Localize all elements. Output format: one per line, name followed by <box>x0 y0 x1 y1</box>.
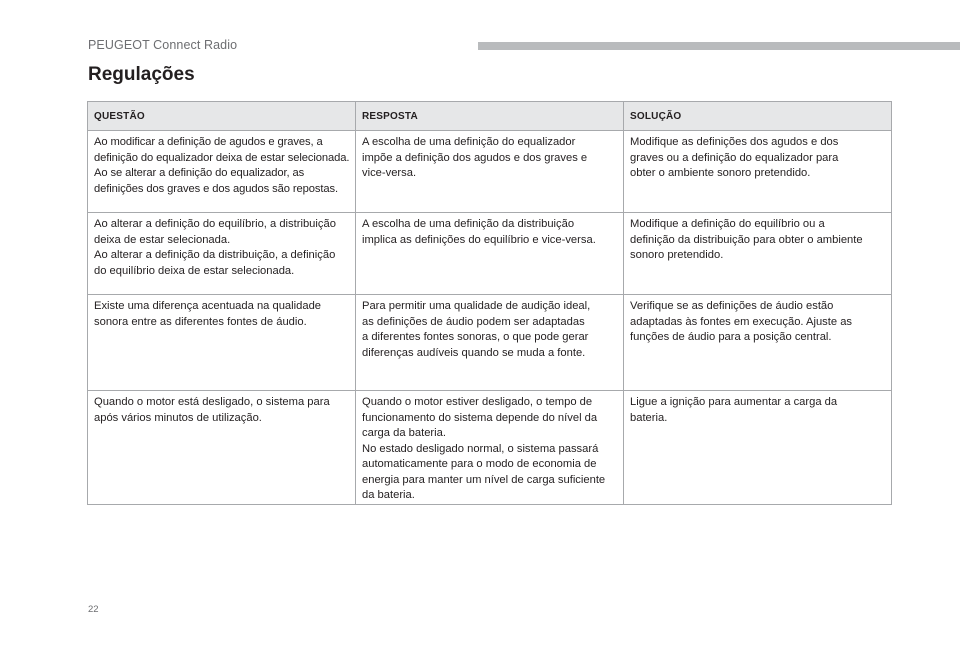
answer-line: diferenças audíveis quando se muda a fonte. <box>362 346 586 359</box>
table-row <box>88 131 892 213</box>
solution-line: Ligue a ignição para aumentar a carga da <box>630 396 838 408</box>
answer-line: No estado desligado normal, o sistema passará <box>362 442 599 455</box>
solution-line: graves ou a definição do equalizador para <box>630 151 839 164</box>
solution-line: Modifique as definições dos agudos e dos <box>630 136 839 148</box>
answer-line: implica as definições do equilíbrio e vice-versa. <box>362 233 596 246</box>
answer-cell <box>356 131 624 213</box>
solution-cell <box>624 391 892 505</box>
solution-line: Verifique se as definições de áudio estão <box>630 300 834 312</box>
solution-line: sonoro pretendido. <box>630 249 724 261</box>
answer-line: carga da bateria. <box>362 427 446 439</box>
question-line: definição do equalizador deixa de estar selecionada. <box>94 151 350 164</box>
answer-line: da bateria. <box>362 489 415 501</box>
solution-line: funções de áudio para a posição central. <box>630 331 832 343</box>
table-row <box>88 391 892 505</box>
question-line: sonora entre as diferentes fontes de áudio. <box>94 315 307 328</box>
question-line: Ao modificar a definição de agudos e graves, a <box>94 136 323 148</box>
question-line: Existe uma diferença acentuada na qualidade <box>94 300 322 312</box>
solution-line: bateria. <box>630 411 668 424</box>
answer-cell <box>356 391 624 505</box>
answer-line: impõe a definição dos agudos e dos graves e <box>362 151 588 164</box>
answer-line: A escolha de uma definição da distribuição <box>362 218 575 230</box>
question-line: deixa de estar selecionada. <box>94 233 231 246</box>
question-line: Ao alterar a definição da distribuição, a definição <box>94 249 336 261</box>
solution-line: definição da distribuição para obter o ambiente <box>630 233 863 246</box>
answer-line: vice-versa. <box>362 167 417 179</box>
question-line: Ao alterar a definição do equilíbrio, a distribuição <box>94 218 336 230</box>
question-cell <box>88 131 356 213</box>
solution-line: Modifique a definição do equilíbrio ou a <box>630 218 825 230</box>
answer-line: Para permitir uma qualidade de audição ideal, <box>362 300 591 312</box>
answer-line: funcionamento do sistema depende do nível da <box>362 411 598 424</box>
table-row <box>88 213 892 295</box>
column-header-question: QUESTÃO <box>88 102 356 131</box>
question-line: do equilíbrio deixa de estar selecionada. <box>94 264 295 277</box>
solution-line: obter o ambiente sonoro pretendido. <box>630 167 811 179</box>
table-header-row <box>88 102 892 131</box>
question-cell <box>88 391 356 505</box>
answer-line: energia para manter um nível de carga suficiente <box>362 473 606 486</box>
solution-cell <box>624 131 892 213</box>
answer-line: automaticamente para o modo de economia de <box>362 458 597 470</box>
answer-line: Quando o motor estiver desligado, o tempo de <box>362 396 593 408</box>
column-header-solution: SOLUÇÃO <box>624 102 892 131</box>
answer-line: as definições de áudio podem ser adaptadas <box>362 315 585 328</box>
page-number: 22 <box>88 604 99 615</box>
troubleshooting-table <box>87 101 892 505</box>
question-cell <box>88 213 356 295</box>
question-line: Quando o motor está desligado, o sistema para <box>94 396 330 408</box>
solution-line: adaptadas às fontes em execução. Ajuste as <box>630 315 853 328</box>
answer-cell <box>356 213 624 295</box>
question-line: após vários minutos de utilização. <box>94 411 262 424</box>
answer-line: A escolha de uma definição do equalizador <box>362 136 576 148</box>
solution-cell <box>624 213 892 295</box>
table-row <box>88 295 892 391</box>
solution-cell <box>624 295 892 391</box>
page-title: Regulações <box>88 64 195 85</box>
question-line: Ao se alterar a definição do equalizador, as <box>94 167 305 179</box>
answer-cell <box>356 295 624 391</box>
manual-header-title: PEUGEOT Connect Radio <box>88 38 238 52</box>
question-line: definições dos graves e dos agudos são repostas. <box>94 182 338 195</box>
header-divider-bar <box>478 42 960 50</box>
answer-line: a diferentes fontes sonoras, o que pode gerar <box>362 331 589 343</box>
column-header-answer: RESPOSTA <box>356 102 624 131</box>
question-cell <box>88 295 356 391</box>
